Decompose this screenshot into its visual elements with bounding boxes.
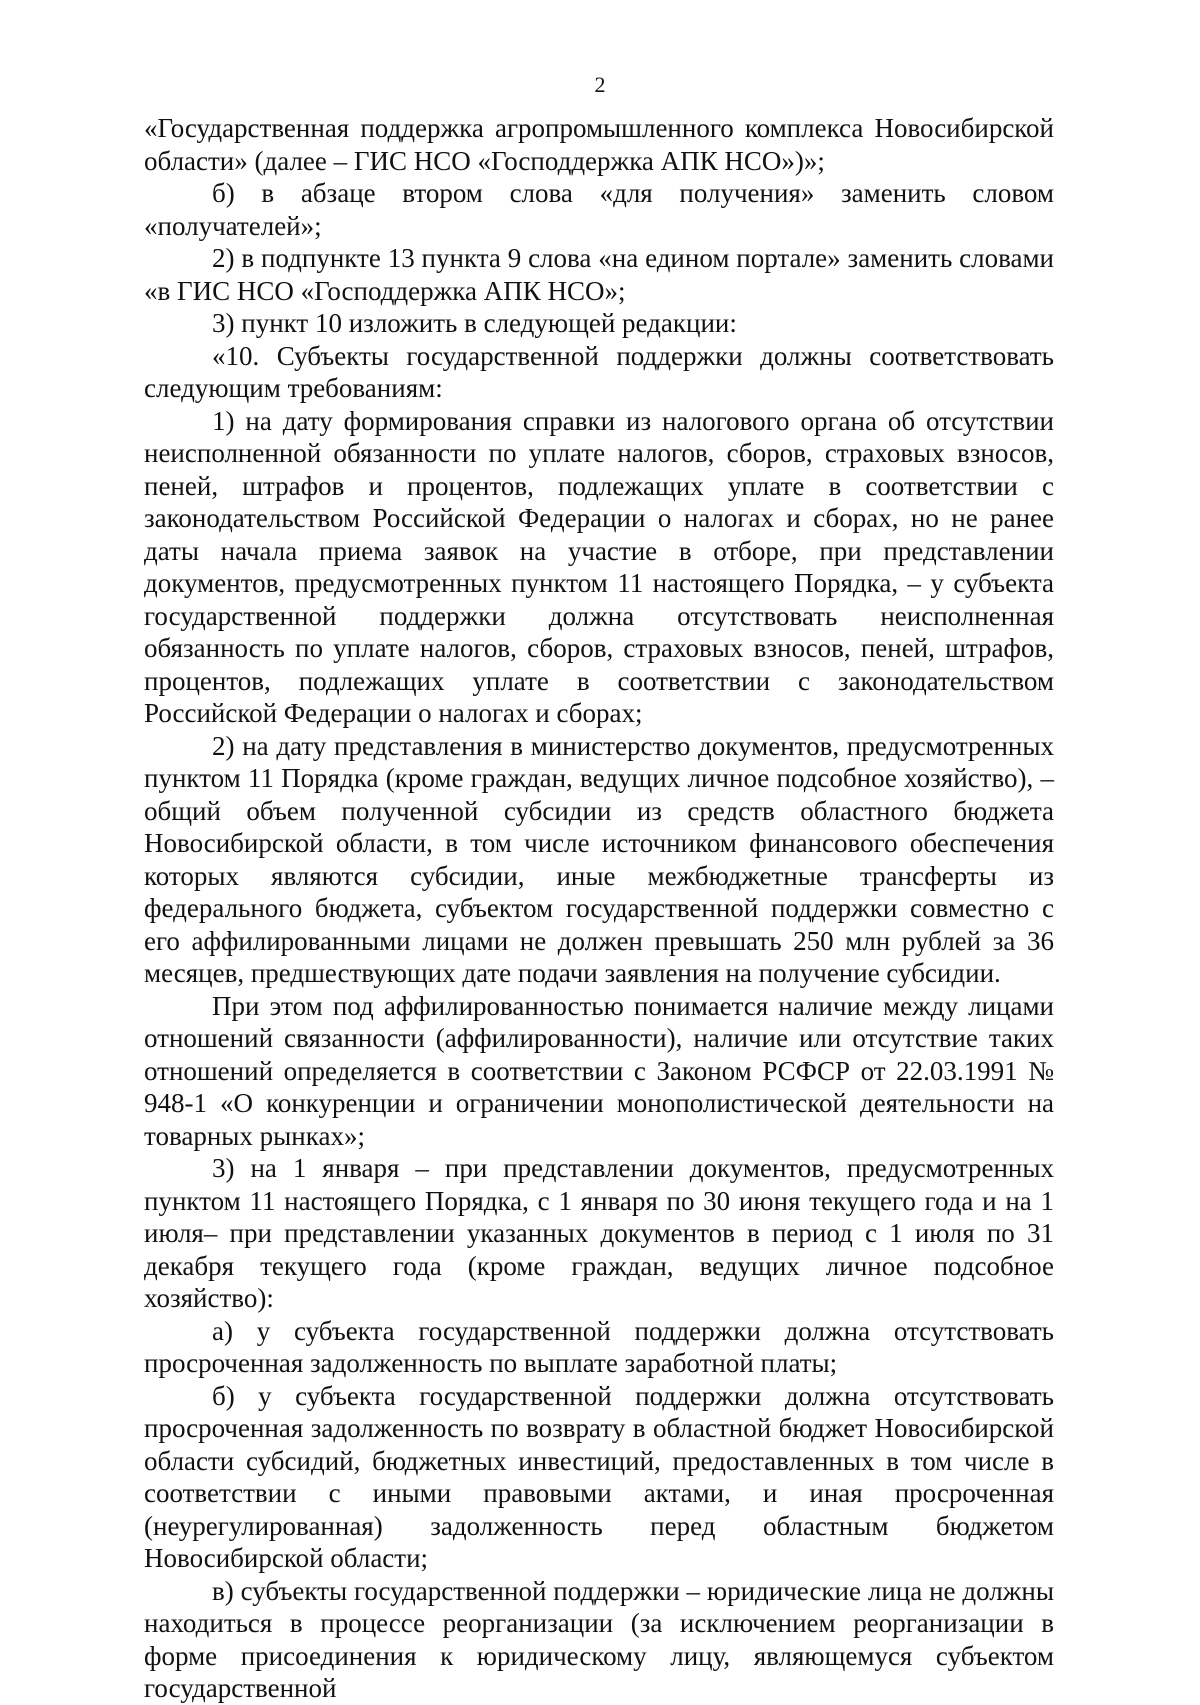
paragraph: 1) на дату формирования справки из налогового органа об отсутствии неисполненной обязанности по уплате налогов, сборов, страховых взносов, пеней, штрафов и процентов, подлежащих уплате в соответствии с законодательством Российской Федерации о налогах и сборах, но не ранее даты начала приема заявок на участие в отборе, при представлении документов, предусмотренных пунктом 11 настоящего Порядка, – у субъекта государственной поддержки должна отсутствовать неисполненная обязанность по уплате налогов, сборов, страховых взносов, пеней, штрафов, процентов, подлежащих уплате в соответствии с законодательством Российской Федерации о налогах и сборах; bbox=[144, 405, 1054, 728]
paragraph: а) у субъекта государственной поддержки должна отсутствовать просроченная задолженность по выплате заработной платы; bbox=[144, 1315, 1054, 1378]
paragraph: б) в абзаце втором слова «для получения» заменить словом «получателей»; bbox=[144, 178, 1054, 241]
paragraph: 2) в подпункте 13 пункта 9 слова «на едином портале» заменить словами «в ГИС НСО «Господдержка АПК НСО»; bbox=[144, 243, 1054, 306]
paragraph: «10. Субъекты государственной поддержки должны соответствовать следующим требованиям: bbox=[144, 340, 1054, 403]
paragraph: 3) на 1 января – при представлении документов, предусмотренных пунктом 11 настоящего Порядка, с 1 января по 30 июня текущего года и на 1 июля– при представлении указанных документов в период с 1 июля по 31 декабря текущего года (кроме граждан, ведущих личное подсобное хозяйство): bbox=[144, 1153, 1054, 1313]
paragraph: 2) на дату представления в министерство документов, предусмотренных пунктом 11 Порядка (кроме граждан, ведущих личное подсобное хозяйство), – общий объем полученной субсидии из средств областного бюджета Новосибирской области, в том числе источником финансового обеспечения которых являются субсидии, иные межбюджетные трансферты из федерального бюджета, субъектом государственной поддержки совместно с его аффилированными лицами не должен превышать 250 млн рублей за 36 месяцев, предшествующих дате подачи заявления на получение субсидии. bbox=[144, 730, 1054, 988]
document-body bbox=[144, 112, 1054, 1705]
page-number: 2 bbox=[594, 72, 606, 97]
paragraph: «Государственная поддержка агропромышленного комплекса Новосибирской области» (далее – ГИС НСО «Господдержка АПК НСО»)»; bbox=[144, 113, 1054, 176]
paragraph: При этом под аффилированностью понимается наличие между лицами отношений связанности (аффилированности), наличие или отсутствие таких отношений определяется в соответствии с Законом РСФСР от 22.03.1991 № 948-1 «О конкуренции и ограничении монополистической деятельности на товарных рынках»; bbox=[144, 990, 1054, 1151]
paragraph: в) субъекты государственной поддержки – юридические лица не должны находиться в процессе реорганизации (за исключением реорганизации в форме присоединения к юридическому лицу, являющемуся субъектом государственной bbox=[144, 1575, 1054, 1703]
paragraph: 3) пункт 10 изложить в следующей редакции: bbox=[212, 308, 737, 338]
paragraph: б) у субъекта государственной поддержки должна отсутствовать просроченная задолженность по возврату в областной бюджет Новосибирской области субсидий, бюджетных инвестиций, предоставленных в том числе в соответствии с иными правовыми актами, и иная просроченная (неурегулированная) задолженность перед областным бюджетом Новосибирской области; bbox=[144, 1380, 1054, 1573]
